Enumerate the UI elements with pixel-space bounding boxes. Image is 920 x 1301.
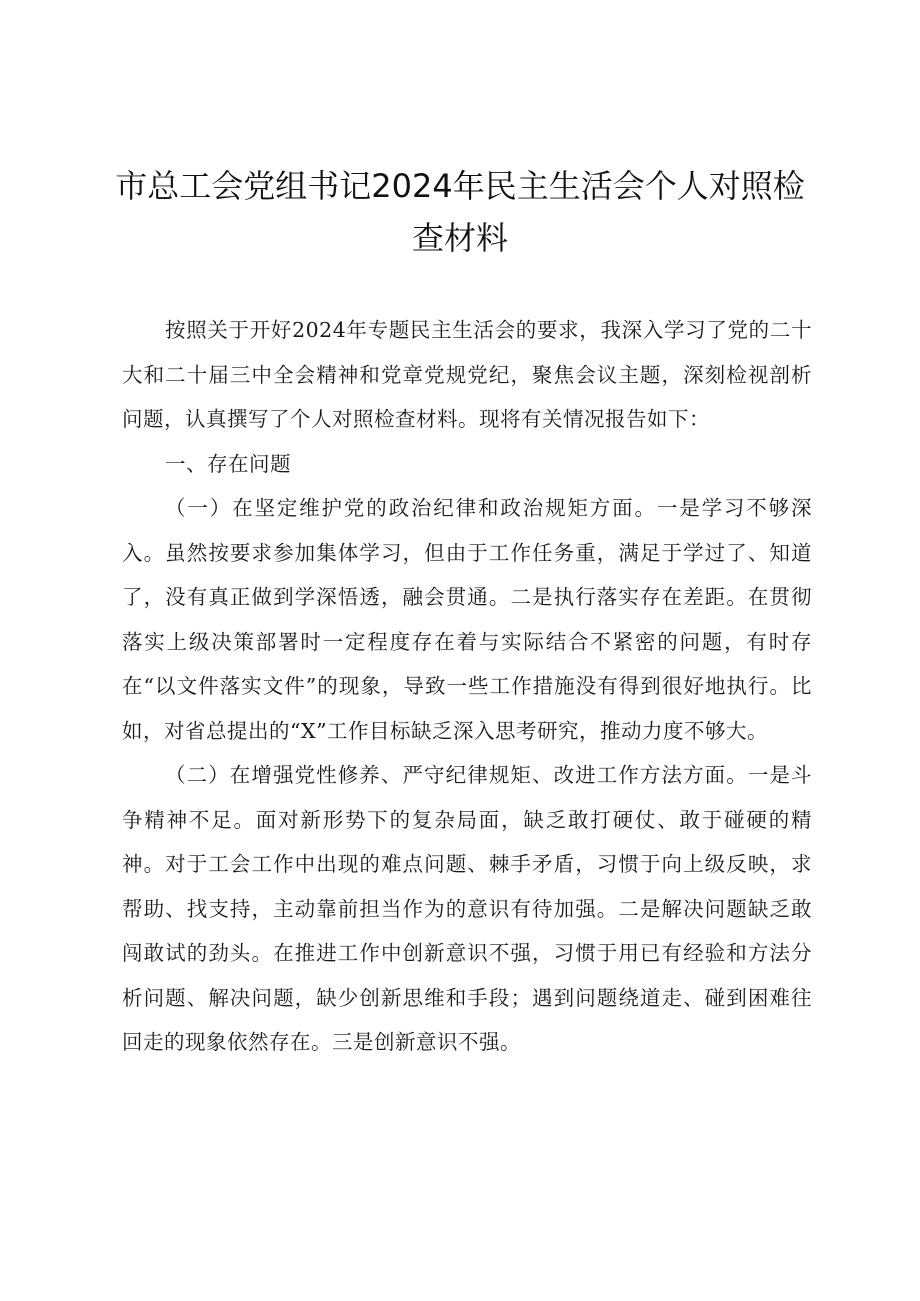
paragraph-political-discipline: （一）在坚定维护党的政治纪律和政治规矩方面。一是学习不够深入。虽然按要求参加集体学习，但由于工作任务重，满足于学过了、知道了，没有真正做到学深悟透，融会贯通。二是执行落实存在差距。在贯彻落实上级决策部署时一定程度存在着与实际结合不紧密的问题，有时存在“以文件落实文件”的现象，导致一些工作措施没有得到很好地执行。比如，对省总提出的“X”工作目标缺乏深入思考研究，推动力度不够大。 xyxy=(122,496,812,743)
section-heading-problems: 一、存在问题 xyxy=(165,451,292,476)
document-body xyxy=(122,308,812,1065)
document-title: 市总工会党组书记2024年民主生活会个人对照检查材料 xyxy=(115,167,805,257)
intro-paragraph: 按照关于开好2024年专题民主生活会的要求，我深入学习了党的二十大和二十届三中全会精神和党章党规党纪，聚焦会议主题，深刻检视剖析问题，认真撰写了个人对照检查材料。现将有关情况报告如下： xyxy=(122,318,812,431)
paragraph-party-spirit: （二）在增强党性修养、严守纪律规矩、改进工作方法方面。一是斗争精神不足。面对新形势下的复杂局面，缺乏敢打硬仗、敢于碰硬的精神。对于工会工作中出现的难点问题、棘手矛盾，习惯于向上级反映，求帮助、找支持，主动靠前担当作为的意识有待加强。二是解决问题缺乏敢闯敢试的劲头。在推进工作中创新意识不强，习惯于用已有经验和方法分析问题、解决问题，缺少创新思维和手段；遇到问题绕道走、碰到困难往回走的现象依然存在。三是创新意识不强。 xyxy=(122,763,812,1054)
